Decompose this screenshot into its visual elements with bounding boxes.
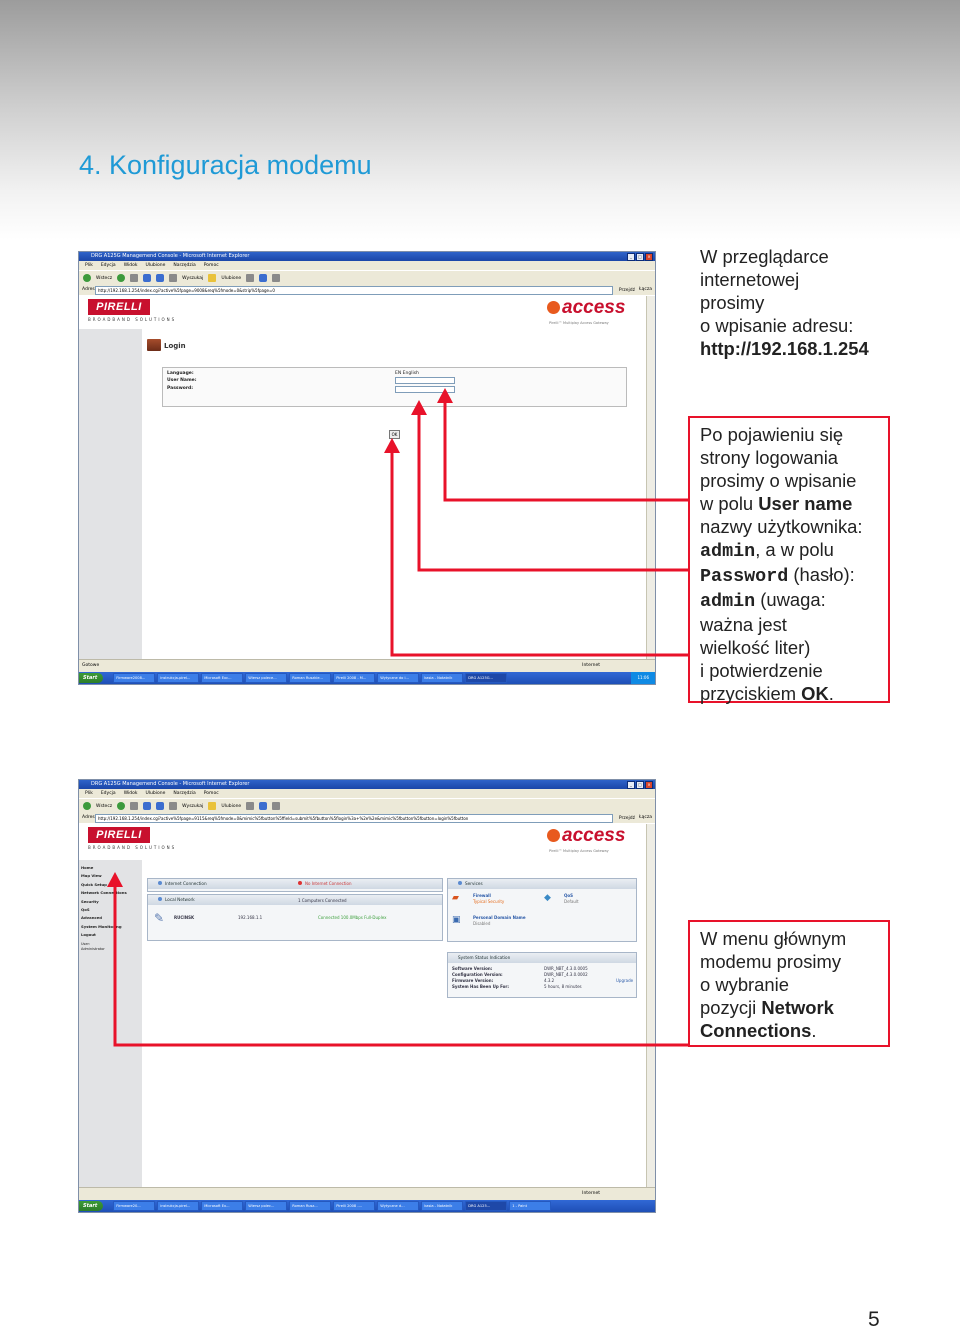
callout-line: ważna jest: [700, 614, 787, 635]
callout-line: [700, 492, 879, 515]
no-internet-text: No Internet Connection: [305, 881, 352, 886]
callout-password: Password: [700, 566, 789, 587]
favorites-icon[interactable]: [208, 274, 216, 282]
address-label: Adres: [82, 815, 95, 820]
firewall-link[interactable]: Firewall: [473, 893, 491, 898]
internet-connection-header[interactable]: [148, 879, 442, 889]
services-header: [448, 879, 636, 889]
firmware-version-label: Firmware Version:: [452, 978, 494, 983]
close-icon[interactable]: ×: [645, 253, 653, 261]
refresh-icon[interactable]: [143, 802, 151, 810]
window-titlebar: [79, 252, 655, 261]
callout-line: W menu głównym: [700, 928, 847, 949]
host-name[interactable]: RUCINSK: [174, 915, 195, 920]
upgrade-link[interactable]: Upgrade: [616, 978, 634, 983]
nav-quick-setup[interactable]: Quick Setup: [81, 881, 107, 887]
address-input[interactable]: http://192.168.1.254/index.cgi?active%5fpage=9115&req%5fmode=0&mimic%5fbutton%5ffield=submit%5fbutton%5flogin%3a+%2e%2e&mimic%5fbutton%5fbutton=login%5fbutton: [95, 814, 613, 823]
menu-edit[interactable]: Edycja: [100, 263, 116, 268]
page-content: [79, 296, 647, 660]
domain-icon: ▣: [452, 915, 461, 925]
links-button[interactable]: Łącza: [639, 815, 652, 820]
callout-admin: admin: [700, 541, 756, 562]
nav-system-monitoring[interactable]: System Monitoring: [81, 923, 122, 929]
callout-text: .: [811, 1020, 817, 1041]
access-logo-text: access: [562, 825, 626, 846]
callout-line: prosimy o wpisanie: [700, 470, 857, 491]
taskbar-item[interactable]: Pirelli 2008 -...: [333, 1201, 375, 1211]
pirelli-logo: PIRELLI: [88, 299, 150, 315]
favorites-icon[interactable]: [208, 802, 216, 810]
callout-line: o wybranie: [700, 974, 789, 995]
firewall-status: Typical Security: [473, 899, 505, 904]
pdn-status: Disabled: [473, 921, 491, 926]
host-status: Connected 100.0Mbps Full-Duplex: [318, 915, 387, 920]
taskbar-item[interactable]: kasia - Notatnik: [421, 673, 463, 683]
ok-button[interactable]: OK: [389, 430, 400, 439]
password-label: Password:: [167, 386, 194, 391]
config-version-label: Configuration Version:: [452, 972, 503, 977]
address-bar: [79, 813, 655, 823]
intro-text: [700, 245, 869, 360]
intro-line: W przeglądarce: [700, 246, 829, 267]
menu-help[interactable]: Pomoc: [203, 263, 219, 268]
nav-network-connections[interactable]: Network Connections: [81, 890, 127, 896]
callout-text: .: [828, 683, 834, 704]
maximize-icon[interactable]: □: [636, 253, 644, 261]
taskbar: [79, 672, 655, 684]
access-logo-subtitle: Pirelli™ Multiplay Access Gateway: [549, 321, 609, 325]
menu-favorites[interactable]: Ulubione: [145, 791, 166, 796]
back-icon[interactable]: [83, 802, 91, 810]
callout-line: Po pojawieniu się: [700, 424, 844, 445]
taskbar-item[interactable]: Firmware2008...: [113, 673, 155, 683]
internet-connection-title: Internet Connection: [165, 881, 207, 886]
browser-screenshot-home: [78, 779, 656, 1213]
callout-text: w polu: [700, 493, 759, 514]
left-gray-column: [79, 329, 142, 660]
taskbar-item[interactable]: instrukcja-pirel...: [157, 1201, 199, 1211]
callout-network: Network: [761, 997, 834, 1018]
maximize-icon[interactable]: □: [636, 781, 644, 789]
taskbar-item[interactable]: Microsoft Exc...: [201, 673, 243, 683]
taskbar-item[interactable]: Wiersz polece...: [245, 673, 287, 683]
qos-status: Default: [564, 899, 579, 904]
local-network-title: Local Network: [165, 897, 195, 902]
language-label: Language:: [167, 371, 194, 376]
nav-logout[interactable]: Logout: [81, 932, 96, 938]
access-logo-subtitle: Pirelli™ Multiplay Access Gateway: [549, 849, 609, 853]
intro-line: internetowej: [700, 269, 800, 290]
intro-line: prosimy: [700, 292, 765, 313]
page-number: 5: [868, 1308, 880, 1331]
start-button[interactable]: Start: [79, 673, 103, 683]
address-bar: [79, 285, 655, 295]
nav-qos[interactable]: QoS: [81, 906, 90, 912]
callout-text: (uwaga:: [755, 589, 826, 610]
software-version-label: Software Version:: [452, 966, 493, 971]
system-status-panel: [447, 952, 637, 998]
computers-connected: 1 Computers Connected: [298, 898, 347, 903]
taskbar-item[interactable]: kasia - Notatnik: [421, 1201, 463, 1211]
local-network-panel: [147, 894, 443, 941]
menu-view[interactable]: Widok: [123, 263, 138, 268]
taskbar-item[interactable]: Wytyczne d...: [377, 1201, 419, 1211]
callout-ok: OK: [801, 683, 829, 704]
mail-icon[interactable]: [259, 802, 267, 810]
callout-line: [700, 682, 879, 705]
taskbar-item[interactable]: instrukcja-pirel...: [157, 673, 199, 683]
login-instructions-callout: [688, 416, 890, 703]
computer-icon: ✎: [154, 911, 165, 925]
nav-security[interactable]: Security: [81, 898, 99, 904]
menu-view[interactable]: Widok: [123, 791, 138, 796]
browser-toolbar: [79, 270, 655, 286]
menu-help[interactable]: Pomoc: [203, 791, 219, 796]
taskbar-item[interactable]: 1 - Paint: [509, 1201, 551, 1211]
history-icon[interactable]: [246, 274, 254, 282]
callout-user-name: User name: [758, 493, 853, 514]
browser-toolbar: [79, 798, 655, 814]
close-icon[interactable]: ×: [645, 781, 653, 789]
callout-line: [700, 996, 879, 1019]
login-form: [162, 367, 627, 407]
taskbar-item[interactable]: Microsoft Ex...: [201, 1201, 243, 1211]
favorites-label[interactable]: Ulubione: [221, 803, 242, 809]
uptime-value: 5 hours, 8 minutes: [544, 984, 582, 989]
home-icon[interactable]: [156, 274, 164, 282]
local-network-header[interactable]: [148, 895, 442, 905]
pirelli-logo: PIRELLI: [88, 827, 150, 843]
search-icon[interactable]: [169, 274, 177, 282]
uptime-label: System Has Been Up For:: [452, 984, 509, 989]
taskbar-item[interactable]: DRG A125G...: [465, 673, 507, 683]
vertical-scrollbar[interactable]: [646, 824, 655, 1188]
status-bar: [79, 1187, 655, 1200]
internet-connection-panel: [147, 878, 443, 892]
search-label[interactable]: Wyszukaj: [182, 803, 204, 809]
menu-bar: [79, 789, 655, 798]
favorites-label[interactable]: Ulubione: [221, 275, 242, 281]
username-label: User Name:: [167, 378, 197, 383]
back-label[interactable]: Wstecz: [96, 803, 113, 809]
mail-icon[interactable]: [259, 274, 267, 282]
vertical-scrollbar[interactable]: [646, 296, 655, 660]
warning-icon: [298, 881, 302, 885]
callout-connections: Connections: [700, 1020, 812, 1041]
callout-line: [700, 538, 879, 563]
window-title: DRG A125G Managemend Console - Microsoft Internet Explorer: [91, 781, 250, 787]
back-label[interactable]: Wstecz: [96, 275, 113, 281]
main-menu: [79, 864, 142, 952]
user-label: User:: [81, 941, 91, 946]
page-content: [79, 824, 647, 1188]
menu-bar: [79, 261, 655, 270]
language-select[interactable]: EN English: [395, 371, 419, 376]
login-heading: [147, 339, 186, 351]
nav-advanced[interactable]: Advanced: [81, 915, 102, 921]
firewall-icon: ▰: [452, 893, 459, 903]
go-button[interactable]: Przejdź: [618, 816, 635, 821]
section-title: 4. Konfiguracja modemu: [79, 150, 372, 180]
status-zone: Internet: [582, 1191, 600, 1196]
access-logo: [547, 825, 625, 847]
minimize-icon[interactable]: _: [627, 253, 635, 261]
callout-text: , a w polu: [755, 539, 834, 560]
taskbar-item[interactable]: Pirelli 2008 - M...: [333, 673, 375, 683]
network-icon: [158, 897, 162, 901]
refresh-icon[interactable]: [143, 274, 151, 282]
access-logo-text: access: [562, 297, 626, 318]
menu-file[interactable]: Plik: [85, 791, 93, 796]
back-icon[interactable]: [83, 274, 91, 282]
password-input[interactable]: [395, 386, 455, 393]
history-icon[interactable]: [246, 802, 254, 810]
services-title: Services: [465, 881, 483, 886]
callout-text: przyciskiem: [700, 683, 802, 704]
taskbar-item[interactable]: Wiersz polec...: [245, 1201, 287, 1211]
config-version-value: DWR_NBT_4.3.0.0002: [544, 972, 588, 977]
intro-line: o wpisanie adresu:: [700, 315, 854, 336]
menu-favorites[interactable]: Ulubione: [145, 263, 166, 268]
menu-file[interactable]: Plik: [85, 263, 93, 268]
pirelli-logo-subtitle: BROADBAND SOLUTIONS: [88, 317, 177, 322]
qos-link[interactable]: QoS: [564, 893, 574, 898]
menu-instructions-callout: [688, 920, 890, 1047]
system-status-title: System Status Indication: [458, 955, 511, 960]
callout-text: pozycji: [700, 997, 762, 1018]
nav-map-view[interactable]: Map View: [81, 873, 102, 879]
status-zone: Internet: [582, 663, 600, 668]
firmware-version-value: 4.3.2: [544, 978, 555, 983]
callout-line: modemu prosimy: [700, 951, 842, 972]
callout-line: [700, 1019, 879, 1042]
callout-line: strony logowania: [700, 447, 839, 468]
callout-admin: admin: [700, 591, 756, 612]
system-tray-clock: 11:06: [631, 672, 655, 684]
no-internet-status: [298, 881, 352, 886]
taskbar-item[interactable]: Firmware20...: [113, 1201, 155, 1211]
taskbar: [79, 1200, 655, 1212]
stop-icon[interactable]: [130, 274, 138, 282]
access-ball-icon: [547, 829, 560, 842]
software-version-value: DWR_NBT_4.3.0.0005: [544, 966, 588, 971]
callout-line: [700, 563, 879, 588]
callout-line: wielkość liter): [700, 637, 811, 658]
status-bar: [79, 659, 655, 672]
callout-text: (hasło):: [788, 564, 855, 585]
go-button[interactable]: Przejdź: [618, 288, 635, 293]
login-heading-text: Login: [164, 342, 186, 350]
window-title: DRG A125G Managemend Console - Microsoft Internet Explorer: [91, 253, 250, 259]
host-ip: 192.168.1.1: [238, 915, 263, 920]
intro-url: http://192.168.1.254: [700, 338, 869, 359]
callout-line: i potwierdzenie: [700, 660, 823, 681]
menu-tools[interactable]: Narzędzia: [173, 263, 196, 268]
callout-line: [700, 588, 879, 613]
globe-icon: [158, 881, 162, 885]
start-button[interactable]: Start: [79, 1201, 103, 1211]
taskbar-item[interactable]: DRG A125...: [465, 1201, 507, 1211]
menu-edit[interactable]: Edycja: [100, 791, 116, 796]
print-icon[interactable]: [272, 274, 280, 282]
house-icon: [147, 339, 161, 351]
system-status-header: [448, 953, 636, 963]
user-value: Administrator: [81, 946, 105, 951]
taskbar-item[interactable]: Wytyczne do i...: [377, 673, 419, 683]
qos-icon: ◆: [544, 893, 551, 903]
taskbar-item[interactable]: Roman Ruszkie...: [289, 673, 331, 683]
search-icon[interactable]: [169, 802, 177, 810]
username-input[interactable]: [395, 377, 455, 384]
status-text: Gotowe: [82, 663, 100, 668]
address-input[interactable]: http://192.168.1.254/index.cgi?active%5fpage=9008&req%5fmode=0&strip%5fpage=0: [95, 286, 613, 295]
callout-line: nazwy użytkownika:: [700, 516, 863, 537]
stop-icon[interactable]: [130, 802, 138, 810]
forward-icon[interactable]: [117, 802, 125, 810]
access-ball-icon: [547, 301, 560, 314]
forward-icon[interactable]: [117, 274, 125, 282]
nav-home[interactable]: Home: [81, 865, 94, 870]
access-logo: [547, 297, 625, 319]
pirelli-logo-subtitle: BROADBAND SOLUTIONS: [88, 845, 177, 850]
menu-tools[interactable]: Narzędzia: [173, 791, 196, 796]
search-label[interactable]: Wyszukaj: [182, 275, 204, 281]
links-button[interactable]: Łącza: [639, 287, 652, 292]
minimize-icon[interactable]: _: [627, 781, 635, 789]
window-titlebar: [79, 780, 655, 789]
header-gradient-band: [0, 0, 960, 240]
print-icon[interactable]: [272, 802, 280, 810]
services-icon: [458, 881, 462, 885]
address-label: Adres: [82, 287, 95, 292]
home-icon[interactable]: [156, 802, 164, 810]
services-panel: [447, 878, 637, 942]
pdn-link[interactable]: Personal Domain Name: [473, 915, 526, 920]
taskbar-item[interactable]: Roman Rusz...: [289, 1201, 331, 1211]
browser-screenshot-login: [78, 251, 656, 685]
